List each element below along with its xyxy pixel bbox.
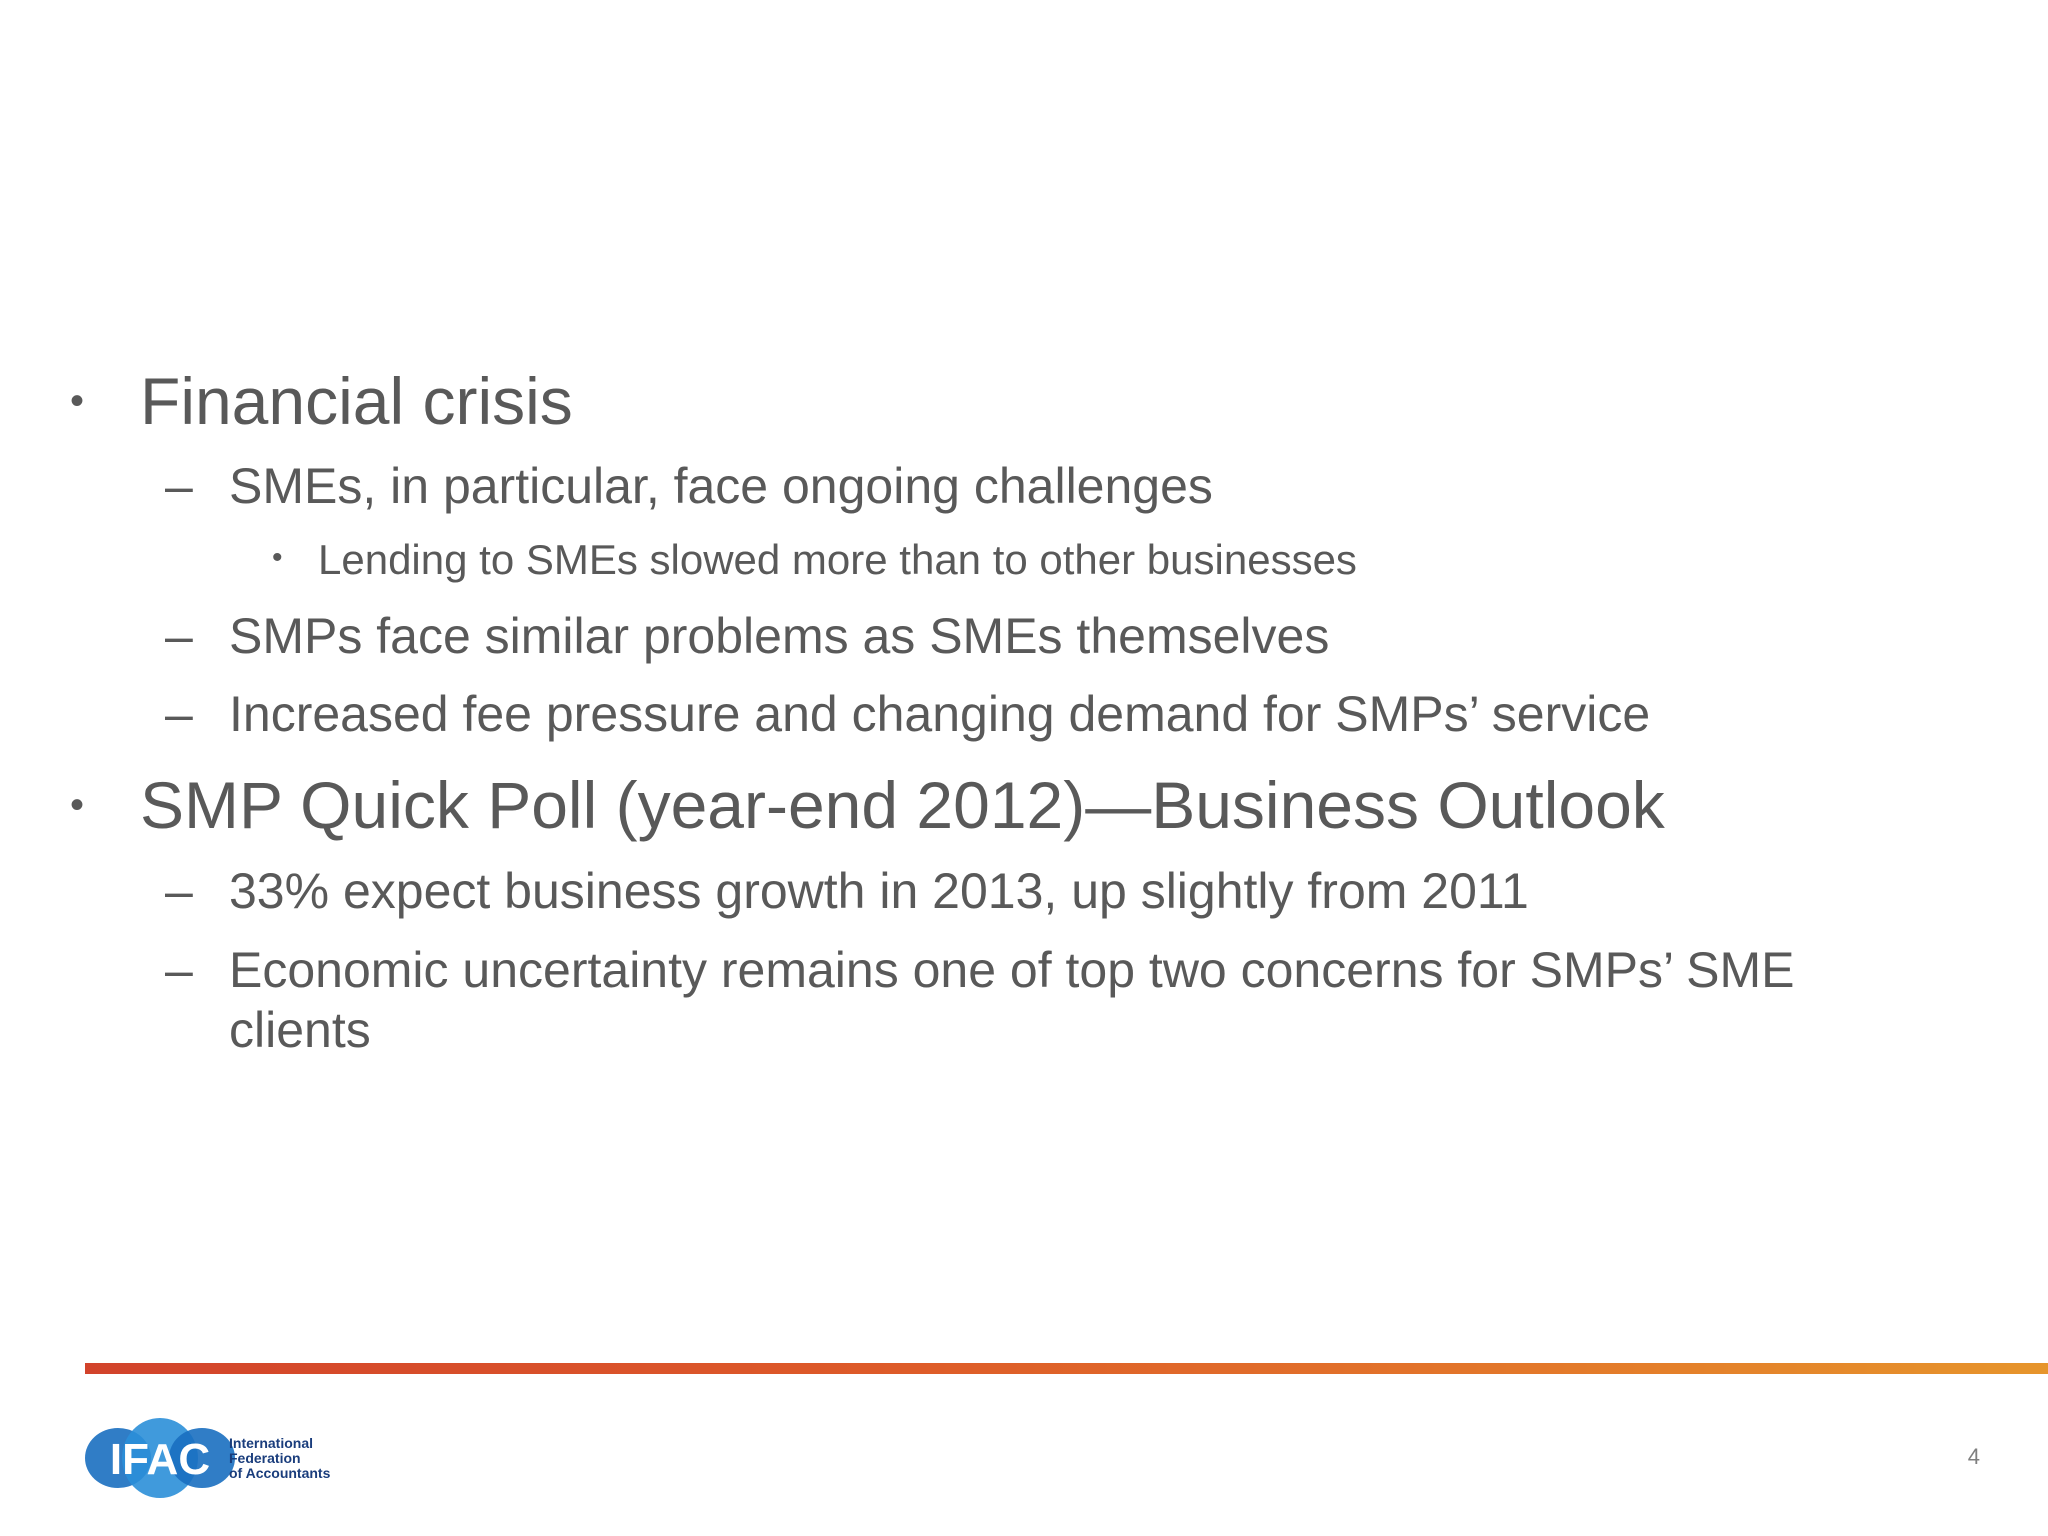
- page-number: 4: [1967, 1444, 1980, 1469]
- dash-marker: –: [165, 863, 193, 919]
- sub-bullet-text: SMEs, in particular, face ongoing challenges: [229, 458, 1213, 514]
- sub-bullet-text-continuation: clients: [229, 1002, 371, 1058]
- sub-sub-bullet-text: Lending to SMEs slowed more than to other businesses: [318, 536, 1357, 583]
- bullet-text: Financial crisis: [140, 364, 573, 438]
- bullet-marker: •: [272, 541, 283, 574]
- sub-bullet-text: Economic uncertainty remains one of top two concerns for SMPs’ SME: [229, 942, 1795, 998]
- sub-bullet-text: SMPs face similar problems as SMEs themselves: [229, 608, 1330, 664]
- logo-name-line: of Accountants: [229, 1465, 331, 1481]
- bullet-text: SMP Quick Poll (year-end 2012)—Business Outlook: [140, 768, 1665, 842]
- ifac-logo-name: [229, 1436, 330, 1481]
- sub-bullet-text: Increased fee pressure and changing demand for SMPs’ service: [229, 686, 1651, 742]
- dash-marker: –: [165, 686, 193, 742]
- sub-bullet-text: 33% expect business growth in 2013, up slightly from 2011: [229, 863, 1529, 919]
- logo-name-line: Federation: [229, 1450, 301, 1466]
- logo-mark-text: IFAC: [109, 1435, 211, 1484]
- logo-name-line: International: [229, 1435, 314, 1451]
- dash-marker: –: [165, 942, 193, 998]
- dash-marker: –: [165, 458, 193, 514]
- bullet-marker: •: [70, 783, 85, 827]
- footer-divider: [85, 1363, 2048, 1374]
- bullet-marker: •: [70, 379, 85, 423]
- dash-marker: –: [165, 608, 193, 664]
